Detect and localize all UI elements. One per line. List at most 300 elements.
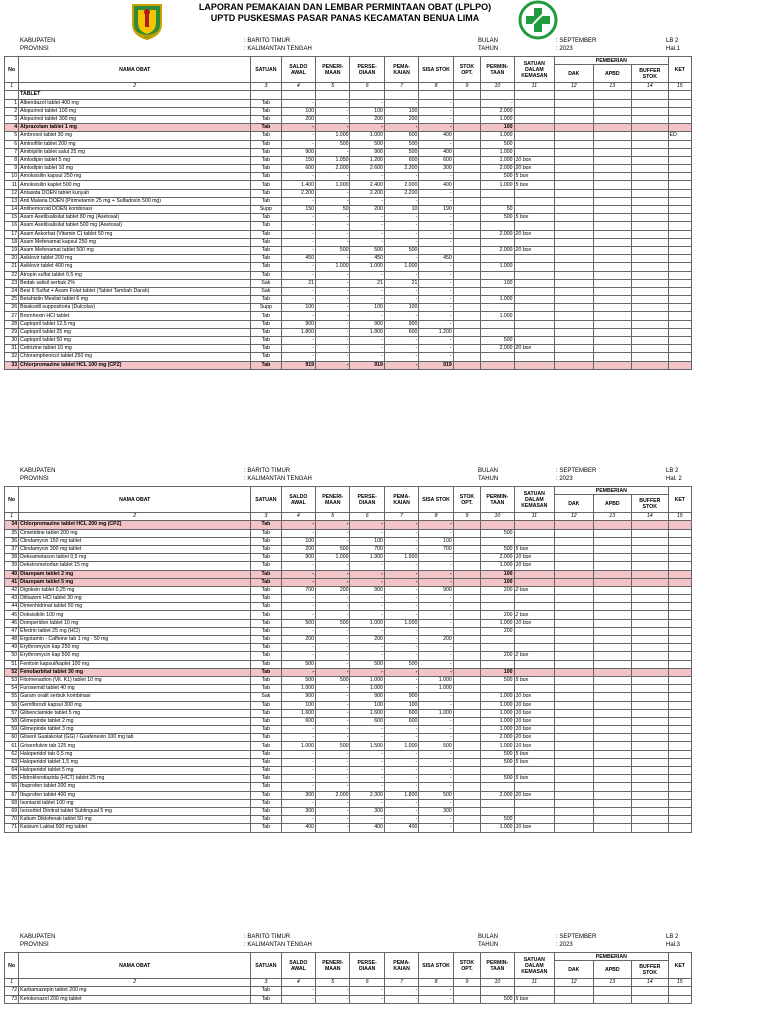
table-row — [5, 140, 692, 148]
index-cell: 6 — [350, 979, 384, 987]
cell-stok-awal: 919 — [281, 361, 315, 369]
table-row — [5, 181, 692, 189]
cell-dak — [555, 668, 594, 676]
cell-no: 39 — [5, 562, 19, 570]
cell-ket — [668, 807, 691, 815]
cell-stok-awal: - — [281, 246, 315, 254]
cell-buffer — [632, 328, 668, 336]
table-row — [5, 246, 692, 254]
cell-dak — [555, 238, 594, 246]
cell-permintaan — [481, 644, 514, 652]
cell-satuan: Tab — [251, 173, 281, 181]
cell-apbd — [593, 345, 632, 353]
cell-nama: Bedak salisil serbuk 2% — [19, 279, 251, 287]
cell-sisa: 450 — [419, 255, 453, 263]
cell-persediaan: 1.000 — [350, 619, 384, 627]
table-row — [5, 799, 692, 807]
table-row — [5, 238, 692, 246]
cell-persediaan: - — [350, 611, 384, 619]
cell-permintaan: 2.000 — [481, 246, 514, 254]
cell-satuan-kemasan — [514, 644, 555, 652]
cell-satuan-kemasan — [514, 296, 555, 304]
col-permintaan: PERMIN-TAAN — [481, 487, 514, 513]
cell-satuan-kemasan: 10 box — [514, 701, 555, 709]
cell-satuan-kemasan: 5 box — [514, 758, 555, 766]
cell-pemakaian: - — [384, 353, 418, 361]
cell-nama: Efedrin tablet 25 mg (HCl) — [19, 627, 251, 635]
cell-permintaan: 500 — [481, 337, 514, 345]
cell-sisa: 500 — [419, 742, 453, 750]
cell-buffer — [632, 685, 668, 693]
cell-penerimaan: 50 — [316, 206, 350, 214]
cell-permintaan — [481, 521, 514, 529]
cell-sisa: 300 — [419, 807, 453, 815]
cell-persediaan: - — [350, 775, 384, 783]
report-title-line1: LAPORAN PEMAKAIAN DAN LEMBAR PERMINTAAN OBAT (LPLPO) — [198, 2, 492, 12]
cell-satuan: Tab — [251, 636, 281, 644]
cell-no: 49 — [5, 644, 19, 652]
cell-sisa: - — [419, 287, 453, 295]
cell-stok-opt — [453, 791, 480, 799]
cell-pemakaian: - — [384, 995, 418, 1003]
cell-satuan: Tab — [251, 222, 281, 230]
cell-persediaan: - — [350, 562, 384, 570]
cell-persediaan: 100 — [350, 304, 384, 312]
cell-dak — [555, 627, 594, 635]
cell-stok-opt — [453, 824, 480, 832]
index-cell: 8 — [419, 83, 453, 91]
index-cell: 9 — [453, 979, 480, 987]
table-row — [5, 693, 692, 701]
cell-apbd — [593, 353, 632, 361]
cell-persediaan: 100 — [350, 107, 384, 115]
cell-ket — [668, 652, 691, 660]
col-permintaan: PERMIN-TAAN — [481, 953, 514, 979]
cell-stok-awal: - — [281, 296, 315, 304]
cell-nama: Ibuprofen tablet 200 mg — [19, 783, 251, 791]
cell-persediaan: - — [350, 987, 384, 995]
cell-persediaan: - — [350, 124, 384, 132]
cell-ket — [668, 685, 691, 693]
cell-stok-awal: - — [281, 767, 315, 775]
cell-nama: Asam Asetilsalisilat tablet 500 mg (Asetosal) — [19, 222, 251, 230]
cell-satuan-kemasan — [514, 807, 555, 815]
form-code: LB 2 — [666, 468, 679, 474]
table-row — [5, 148, 692, 156]
cell-apbd — [593, 791, 632, 799]
cell-persediaan: 450 — [350, 255, 384, 263]
cell-dak — [555, 742, 594, 750]
cell-satuan: Tab — [251, 570, 281, 578]
cell-nama: Asiklovir tablet 400 mg — [19, 263, 251, 271]
provinsi-value: : KALIMANTAN TENGAH — [244, 942, 312, 948]
cell-pemakaian: - — [384, 758, 418, 766]
cell-buffer — [632, 676, 668, 684]
index-cell: 5 — [316, 83, 350, 91]
table-row — [5, 783, 692, 791]
cell-sisa: - — [419, 611, 453, 619]
cell-stok-awal: - — [281, 230, 315, 238]
cell-satuan-kemasan — [514, 255, 555, 263]
cell-pemakaian: - — [384, 783, 418, 791]
cell-no: 38 — [5, 554, 19, 562]
cell-dak — [555, 148, 594, 156]
cell-stok-opt — [453, 652, 480, 660]
col-satuan: SATUAN — [251, 57, 281, 83]
cell-stok-opt — [453, 987, 480, 995]
cell-sisa: - — [419, 619, 453, 627]
cell-sisa: - — [419, 99, 453, 107]
cell-ket — [668, 304, 691, 312]
index-cell: 2 — [19, 979, 251, 987]
form-code: LB 2 — [666, 38, 679, 44]
cell-satuan-kemasan: 20 box — [514, 791, 555, 799]
cell-buffer — [632, 296, 668, 304]
cell-dak — [555, 586, 594, 594]
cell-dak — [555, 345, 594, 353]
table-row — [5, 660, 692, 668]
bulan-value: : SEPTEMBER — [556, 38, 597, 44]
cell-stok-awal: - — [281, 238, 315, 246]
cell-stok-opt — [453, 361, 480, 369]
cell-permintaan: 500 — [481, 758, 514, 766]
index-cell: 11 — [514, 979, 555, 987]
cell-pemakaian: - — [384, 652, 418, 660]
cell-pemakaian: - — [384, 578, 418, 586]
cell-permintaan: 1.000 — [481, 115, 514, 123]
cell-satuan-kemasan — [514, 189, 555, 197]
cell-stok-awal: - — [281, 750, 315, 758]
cell-stok-opt — [453, 562, 480, 570]
cell-no: 47 — [5, 627, 19, 635]
cell-dak — [555, 987, 594, 995]
cell-pemakaian: 100 — [384, 701, 418, 709]
cell-sisa: - — [419, 644, 453, 652]
cell-stok-opt — [453, 238, 480, 246]
cell-satuan: Tab — [251, 246, 281, 254]
index-cell: 15 — [668, 513, 691, 521]
cell-satuan — [251, 91, 281, 99]
cell-stok-opt — [453, 124, 480, 132]
cell-sisa: - — [419, 652, 453, 660]
cell-sisa: 400 — [419, 181, 453, 189]
cell-penerimaan: - — [316, 767, 350, 775]
cell-apbd — [593, 595, 632, 603]
cell-penerimaan: 1.000 — [316, 554, 350, 562]
cell-buffer — [632, 758, 668, 766]
cell-pemakaian: 600 — [384, 709, 418, 717]
cell-dak — [555, 791, 594, 799]
cell-pemakaian: - — [384, 230, 418, 238]
cell-dak — [555, 271, 594, 279]
cell-permintaan: 1.000 — [481, 709, 514, 717]
cell-penerimaan: - — [316, 578, 350, 586]
cell-apbd — [593, 173, 632, 181]
cell-sisa: - — [419, 767, 453, 775]
cell-sisa: 1.200 — [419, 328, 453, 336]
cell-permintaan: - — [481, 99, 514, 107]
cell-sisa: - — [419, 521, 453, 529]
cell-no: 52 — [5, 668, 19, 676]
cell-satuan: Tab — [251, 775, 281, 783]
cell-dak — [555, 562, 594, 570]
cell-penerimaan: - — [316, 611, 350, 619]
cell-satuan-kemasan: 10 box — [514, 709, 555, 717]
cell-no: 30 — [5, 337, 19, 345]
cell-dak — [555, 287, 594, 295]
cell-nama: Glimepiride tablet 2 mg — [19, 717, 251, 725]
cell-apbd — [593, 545, 632, 553]
cell-dak — [555, 995, 594, 1003]
index-cell: 1 — [5, 83, 19, 91]
cell-sisa: - — [419, 246, 453, 254]
provinsi-label: PROVINSI — [20, 46, 49, 52]
cell-pemakaian: - — [384, 685, 418, 693]
cell-ket: ED — [668, 132, 691, 140]
col-persediaan: PERSE-DIAAN — [350, 953, 384, 979]
cell-stok-awal: - — [281, 995, 315, 1003]
cell-permintaan: 500 — [481, 214, 514, 222]
cell-ket — [668, 222, 691, 230]
cell-buffer — [632, 627, 668, 635]
cell-permintaan: 500 — [481, 750, 514, 758]
cell-penerimaan: - — [316, 537, 350, 545]
cell-ket — [668, 627, 691, 635]
table-row — [5, 816, 692, 824]
col-penerimaan: PENERI-MAAN — [316, 953, 350, 979]
cell-ket — [668, 791, 691, 799]
cell-penerimaan: 1.050 — [316, 156, 350, 164]
cell-satuan: Tab — [251, 603, 281, 611]
cell-dak — [555, 824, 594, 832]
cell-satuan: Tab — [251, 328, 281, 336]
cell-sisa: - — [419, 115, 453, 123]
cell-satuan-kemasan: 5 box — [514, 545, 555, 553]
cell-no: 70 — [5, 816, 19, 824]
bulan-value: : SEPTEMBER — [556, 934, 597, 940]
col-pemberian: PEMBERIAN — [555, 57, 668, 65]
cell-penerimaan: - — [316, 173, 350, 181]
cell-pemakaian: - — [384, 570, 418, 578]
table-row — [5, 222, 692, 230]
cell-persediaan: - — [350, 222, 384, 230]
col-satuan-kemasan: SATUAN DALAM KEMASAN — [514, 57, 555, 83]
cell-dak — [555, 263, 594, 271]
col-no: No — [5, 57, 19, 83]
cell-permintaan: 100 — [481, 570, 514, 578]
cell-satuan-kemasan: 10 box — [514, 693, 555, 701]
cell-penerimaan: - — [316, 124, 350, 132]
cell-ket — [668, 189, 691, 197]
cell-dak — [555, 807, 594, 815]
cell-no: 61 — [5, 742, 19, 750]
cell-penerimaan: - — [316, 99, 350, 107]
cell-stok-awal: 200 — [281, 115, 315, 123]
cell-satuan-kemasan — [514, 529, 555, 537]
cell-sisa: - — [419, 987, 453, 995]
cell-permintaan — [481, 189, 514, 197]
cell-stok-opt — [453, 222, 480, 230]
cell-no: 8 — [5, 156, 19, 164]
col-pemberian: PEMBERIAN — [555, 953, 668, 961]
cell-penerimaan: - — [316, 758, 350, 766]
cell-permintaan: 1.000 — [481, 148, 514, 156]
cell-buffer — [632, 189, 668, 197]
cell-satuan: Tab — [251, 562, 281, 570]
cell-satuan-kemasan — [514, 279, 555, 287]
cell-persediaan: - — [350, 726, 384, 734]
table-body — [5, 513, 692, 832]
cell-penerimaan: - — [316, 627, 350, 635]
cell-stok-opt — [453, 165, 480, 173]
cell-pemakaian: - — [384, 529, 418, 537]
cell-no: 58 — [5, 717, 19, 725]
cell-stok-awal: 600 — [281, 165, 315, 173]
cell-pemakaian: - — [384, 799, 418, 807]
cell-satuan: Tab — [251, 521, 281, 529]
cell-apbd — [593, 312, 632, 320]
cell-no: 72 — [5, 987, 19, 995]
cell-satuan-kemasan — [514, 799, 555, 807]
cell-dak — [555, 173, 594, 181]
cell-buffer — [632, 197, 668, 205]
cell-no: 18 — [5, 238, 19, 246]
cell-no — [5, 91, 19, 99]
cell-penerimaan: - — [316, 807, 350, 815]
cell-penerimaan — [316, 91, 350, 99]
cell-stok-awal: 100 — [281, 701, 315, 709]
cell-stok-awal: - — [281, 726, 315, 734]
cell-nama: Besi II Sulfat + Asam Folat tablet (Tablet Tambah Darah) — [19, 287, 251, 295]
cell-buffer — [632, 345, 668, 353]
cell-buffer — [632, 586, 668, 594]
cell-apbd — [593, 181, 632, 189]
cell-pemakaian: - — [384, 238, 418, 246]
cell-apbd — [593, 758, 632, 766]
index-cell: 14 — [632, 513, 668, 521]
cell-pemakaian: 1.000 — [384, 263, 418, 271]
cell-stok-awal: 200 — [281, 636, 315, 644]
cell-penerimaan: - — [316, 296, 350, 304]
cell-permintaan: 2.000 — [481, 107, 514, 115]
cell-no: 29 — [5, 328, 19, 336]
cell-satuan: Tab — [251, 181, 281, 189]
cell-stok-awal: - — [281, 562, 315, 570]
cell-persediaan: - — [350, 750, 384, 758]
drug-table — [4, 486, 692, 833]
cell-pemakaian: 900 — [384, 693, 418, 701]
bulan-value: : SEPTEMBER — [556, 468, 597, 474]
cell-sisa: - — [419, 799, 453, 807]
table-row — [5, 521, 692, 529]
cell-pemakaian: 500 — [384, 140, 418, 148]
cell-sisa: - — [419, 197, 453, 205]
cell-sisa: - — [419, 304, 453, 312]
cell-stok-awal: 900 — [281, 320, 315, 328]
cell-pemakaian: 1.800 — [384, 791, 418, 799]
table-row — [5, 824, 692, 832]
cell-buffer — [632, 783, 668, 791]
cell-nama: Antihemoroid DOEN kombinasi — [19, 206, 251, 214]
cell-buffer — [632, 668, 668, 676]
cell-satuan-kemasan: 20 box — [514, 734, 555, 742]
cell-buffer — [632, 824, 668, 832]
cell-buffer — [632, 214, 668, 222]
cell-apbd — [593, 807, 632, 815]
col-buffer: BUFFER STOK — [632, 65, 668, 83]
table-row — [5, 296, 692, 304]
cell-ket — [668, 181, 691, 189]
cell-persediaan: 900 — [350, 148, 384, 156]
cell-apbd — [593, 115, 632, 123]
cell-sisa: - — [419, 279, 453, 287]
table-row — [5, 107, 692, 115]
cell-stok-opt — [453, 636, 480, 644]
cell-stok-opt — [453, 693, 480, 701]
cell-sisa: 200 — [419, 636, 453, 644]
cell-penerimaan: - — [316, 595, 350, 603]
cell-persediaan: 919 — [350, 361, 384, 369]
cell-satuan-kemasan — [514, 685, 555, 693]
cell-dak — [555, 140, 594, 148]
cell-penerimaan: - — [316, 603, 350, 611]
cell-penerimaan: - — [316, 255, 350, 263]
cell-sisa: - — [419, 107, 453, 115]
cell-stok-awal: - — [281, 337, 315, 345]
index-cell: 9 — [453, 83, 480, 91]
cell-pemakaian: 500 — [384, 660, 418, 668]
cell-ket — [668, 206, 691, 214]
cell-stok-awal: - — [281, 775, 315, 783]
cell-apbd — [593, 767, 632, 775]
cell-satuan: Tab — [251, 995, 281, 1003]
cell-pemakaian: - — [384, 345, 418, 353]
cell-satuan: Tab — [251, 165, 281, 173]
cell-satuan: Tab — [251, 554, 281, 562]
cell-dak — [555, 107, 594, 115]
cell-buffer — [632, 353, 668, 361]
cell-pemakaian: - — [384, 636, 418, 644]
cell-satuan: Sak — [251, 287, 281, 295]
cell-dak — [555, 197, 594, 205]
cell-stok-awal: 200 — [281, 545, 315, 553]
cell-stok-awal: - — [281, 734, 315, 742]
cell-ket — [668, 287, 691, 295]
cell-nama: Deksametason tablet 0,5 mg — [19, 554, 251, 562]
cell-persediaan: 2.300 — [350, 791, 384, 799]
cell-penerimaan: - — [316, 230, 350, 238]
cell-satuan: Tab — [251, 255, 281, 263]
cell-satuan-kemasan — [514, 636, 555, 644]
table-row — [5, 312, 692, 320]
cell-ket — [668, 767, 691, 775]
cell-no: 63 — [5, 758, 19, 766]
cell-satuan-kemasan — [514, 570, 555, 578]
cell-nama: Diazepam tablet 2 mg — [19, 570, 251, 578]
cell-sisa: 1.000 — [419, 676, 453, 684]
cell-satuan-kemasan — [514, 107, 555, 115]
cell-satuan-kemasan — [514, 271, 555, 279]
table-row — [5, 361, 692, 369]
cell-permintaan: 1.000 — [481, 726, 514, 734]
cell-sisa: 400 — [419, 148, 453, 156]
index-cell: 5 — [316, 979, 350, 987]
table-row — [5, 701, 692, 709]
cell-satuan-kemasan — [514, 660, 555, 668]
cell-stok-awal: - — [281, 578, 315, 586]
cell-persediaan: - — [350, 296, 384, 304]
cell-buffer — [632, 750, 668, 758]
